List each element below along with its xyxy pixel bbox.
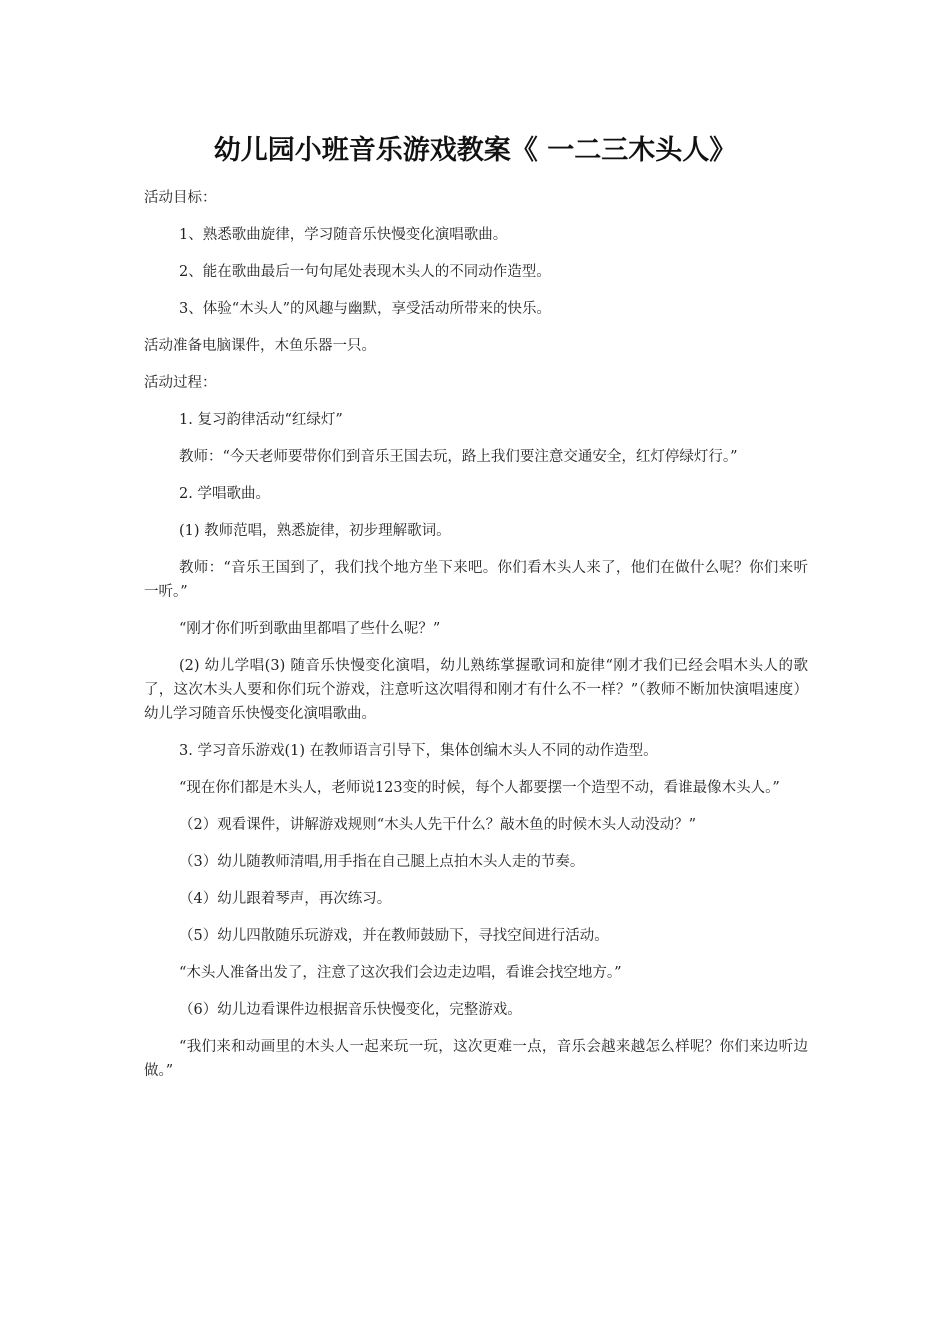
- paragraph-step-2-1-question: “刚才你们听到歌曲里都唱了些什么呢？”: [179, 621, 441, 637]
- paragraph-step-2-2: (2) 幼儿学唱(3) 随音乐快慢变化演唱，幼儿熟练掌握歌词和旋律“刚才我们已经会唱木头人的歌了，这次木头人要和你们玩个游戏，注意听这次唱得和刚才有什么不一样？”（教师不断加快演唱速度）幼儿学习随音乐快慢变化演唱歌曲。: [144, 658, 808, 722]
- paragraph-step-3: 3. 学习音乐游戏(1) 在教师语言引导下，集体创编木头人不同的动作造型。: [179, 743, 658, 759]
- paragraph-step-3-3: （3）幼儿随教师清唱,用手指在自己腿上点拍木头人走的节奏。: [179, 854, 585, 870]
- paragraph-goal-2: 2、能在歌曲最后一句句尾处表现木头人的不同动作造型。: [179, 264, 551, 280]
- paragraph-step-3-2: （2）观看课件，讲解游戏规则“木头人先干什么？敲木鱼的时候木头人动没动？”: [179, 817, 697, 833]
- paragraph-step-3-5: （5）幼儿四散随乐玩游戏，并在教师鼓励下，寻找空间进行活动。: [179, 928, 609, 944]
- paragraph-step-3-5-dialogue: “木头人准备出发了，注意了这次我们会边走边唱，看谁会找空地方。”: [179, 965, 622, 981]
- paragraph-step-3-6-dialogue: “我们来和动画里的木头人一起来玩一玩，这次更难一点，音乐会越来越怎么样呢？你们来边听边做。”: [144, 1039, 808, 1079]
- paragraph-step-3-dialogue: “现在你们都是木头人，老师说123变的时候，每个人都要摆一个造型不动，看谁最像木头人。”: [179, 780, 780, 796]
- document-title: 幼儿园小班音乐游戏教案《 一二三木头人》: [213, 135, 737, 166]
- paragraph-step-2-1-dialogue: 教师：“音乐王国到了，我们找个地方坐下来吧。你们看木头人来了，他们在做什么呢？你们来听一听。”: [144, 560, 808, 600]
- document-body: [144, 186, 808, 1096]
- paragraph-goal-3: 3、体验“木头人”的风趣与幽默，享受活动所带来的快乐。: [179, 301, 552, 317]
- paragraph-step-1-dialogue: 教师：“今天老师要带你们到音乐王国去玩，路上我们要注意交通安全，红灯停绿灯行。”: [179, 449, 738, 465]
- paragraph-process-heading: 活动过程：: [144, 375, 217, 391]
- paragraph-step-1: 1. 复习韵律活动“红绿灯”: [179, 412, 343, 428]
- paragraph-step-3-4: （4）幼儿跟着琴声，再次练习。: [179, 891, 392, 907]
- paragraph-step-2: 2. 学唱歌曲。: [179, 486, 270, 502]
- paragraph-goals-heading: 活动目标：: [144, 190, 217, 206]
- paragraph-step-2-1: (1) 教师范唱，熟悉旋律，初步理解歌词。: [179, 523, 451, 539]
- paragraph-goal-1: 1、熟悉歌曲旋律，学习随音乐快慢变化演唱歌曲。: [179, 227, 508, 243]
- paragraph-step-3-6: （6）幼儿边看课件边根据音乐快慢变化，完整游戏。: [179, 1002, 522, 1018]
- paragraph-preparation: 活动准备电脑课件，木鱼乐器一只。: [144, 338, 376, 354]
